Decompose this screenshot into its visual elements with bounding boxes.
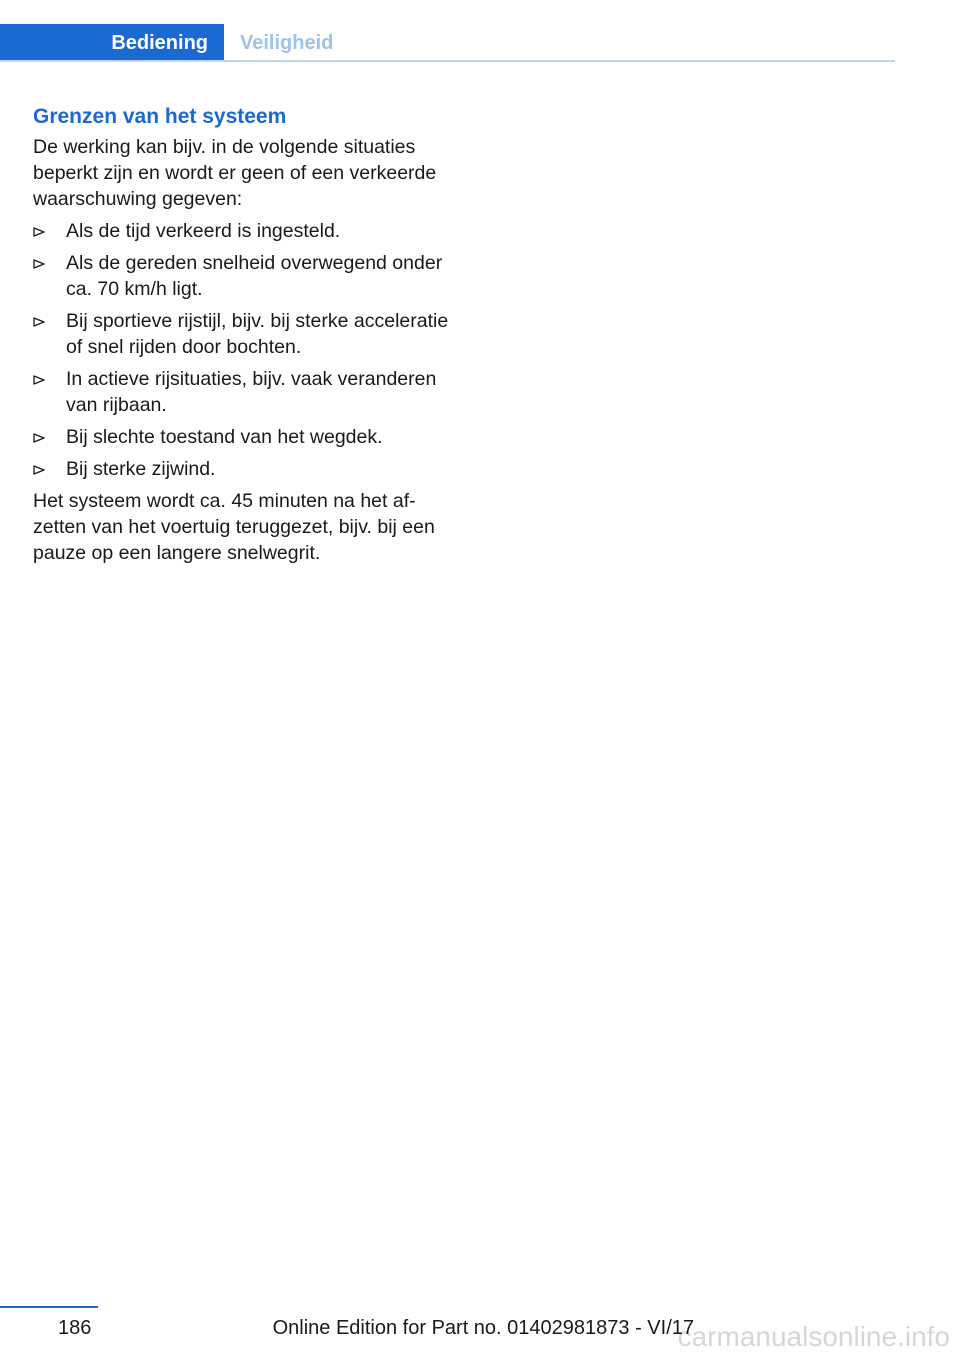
- header-divider: [0, 60, 895, 62]
- triangle-right-icon: [33, 465, 45, 475]
- tab-bediening[interactable]: Bediening: [0, 24, 224, 62]
- triangle-right-icon: [33, 227, 45, 237]
- list-item-text: Als de tijd verkeerd is ingesteld.: [66, 220, 341, 242]
- list-item-text: In actieve rijsituaties, bijv. vaak veranderen van rijbaan.: [66, 368, 437, 416]
- triangle-right-icon: [33, 433, 45, 443]
- page-header: [0, 24, 895, 61]
- intro-paragraph: De werking kan bijv. in de volgende situaties beperkt zijn en wordt er geen of een verkeerde waarschuwing gegeven:: [33, 136, 437, 210]
- tab-veiligheid[interactable]: Veiligheid: [240, 32, 334, 54]
- list-item: [33, 424, 453, 450]
- list-item-text: Bij slechte toestand van het wegdek.: [66, 426, 383, 448]
- triangle-right-icon: [33, 317, 45, 327]
- list-item: [33, 456, 453, 482]
- triangle-right-icon: [33, 375, 45, 385]
- page-number: 186: [58, 1317, 92, 1339]
- list-item: [33, 250, 453, 302]
- list-item: [33, 366, 453, 418]
- list-item: [33, 308, 453, 360]
- edition-info: Online Edition for Part no. 01402981873 - VI/17: [272, 1317, 694, 1339]
- triangle-right-icon: [33, 259, 45, 269]
- bullet-list: [33, 218, 453, 482]
- list-item-text: Bij sportieve rijstijl, bijv. bij sterke acceleratie of snel rijden door bochten.: [66, 310, 449, 358]
- list-item: [33, 218, 453, 244]
- main-content: [33, 102, 453, 566]
- footer-divider: [0, 1306, 98, 1308]
- closing-paragraph: Het systeem wordt ca. 45 minuten na het afzetten van het voertuig teruggezet, bijv. bij een pauze op een langere snelwegrit.: [33, 490, 435, 564]
- list-item-text: Als de gereden snelheid overwegend onder ca. 70 km/h ligt.: [66, 252, 443, 300]
- section-title: Grenzen van het systeem: [33, 105, 287, 128]
- watermark: carmanualsonline.info: [677, 1321, 950, 1352]
- list-item-text: Bij sterke zijwind.: [66, 458, 216, 480]
